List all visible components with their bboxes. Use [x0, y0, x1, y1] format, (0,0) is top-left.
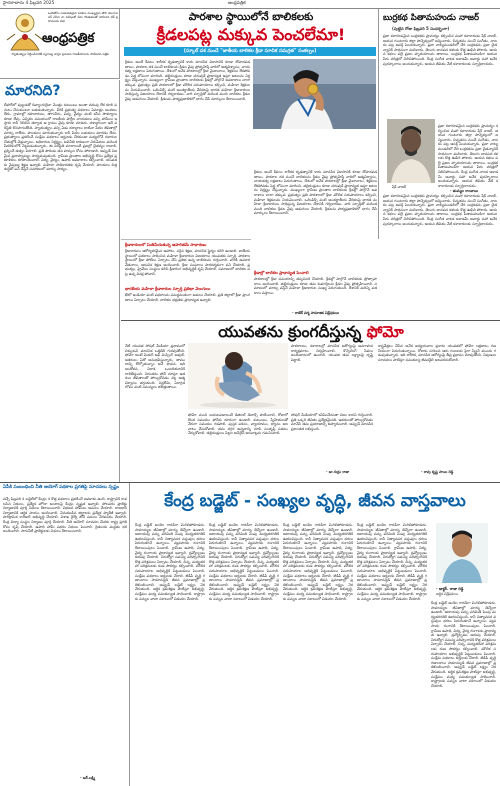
left-article-heading: మారనిది? [5, 83, 61, 99]
sports-subsection-right [252, 170, 379, 319]
masthead-tagline-top: ఒకరితోను సంకుచితమైన సరకుల ముఖ్యమైన తొలి వెలుగులనర్ చేసిన నా విశేషంతో నేడు గొంతుకలతో విరిసినద దేశ్ ప్రధానులకు శుభ [48, 11, 118, 23]
youth-article [121, 321, 500, 481]
issue-date: హైదరాబాదు 4 ఫిబ్రవరి 2025 [3, 1, 55, 6]
budget-body-col5: కేంద్ర బడ్జెట్ అంకెల గారడీగా మిగిలిపోకూడదు. సామాన్యుల జీవితాల్లో మార్పు తెచ్చేలా ఉండాలి. ఆదాయపు పన్ను పరిమితి పెంపు మధ్యతరగతికి ఊరటనిస్తుంది. కానీ నిత్యావసర వస్తువుల ధరలు పెరుగుతూనే ఉన్నాయి. వ్యవసాయ రంగానికి కేటాయింపులు పెంచాలి. గ్రామీణ ఉపాధి, విద్య, వైద్య రంగాలకు ప్రాధాన్యత ఇవ్వాలి. ద్రవ్యోల్బణం అదుపు చేయాలి. నిరుద్యోగ సమస్య పరిష్కారానికి కొత్త పరిశ్రమలు ఏర్పాటు చేయాలి. చిన్న, మధ్యతరహా పరిశ్రమలకు రుణ సౌకర్యం కల్పించాలి. మౌలిక సదుపాయాల అభివృద్ధికి పెట్టుబడులు పెంచాలి. సంక్షేమ పథకాలు అర్హులకు చేరాలి. జీడీపీ వృద్ధి గణాంకాలు సామాన్యుడి జీవన ప్రమాణాల్లో ప్రతిబింబించాలి. అప్పుడే బడ్జెట్ లక్ష్యం నెరవేరుతుంది. ఆర్థిక క్రమశిక్షణ పాటిస్తూ అభివృద్ధి, సంక్షేమం మధ్య సమతుల్యత సాధించాలి. రాష్ట్రాలకు పన్నుల వాటా సకాలంలో విడుదల చేయాలి. [431, 601, 496, 688]
sports-subsection-body-2: ఖేలో ఇండియా వంటి పథకాలను సమర్థవంతంగా అమలు చేయాలి. ప్రతి జిల్లాలో క్రీడా ప్రాంగణాలు ఏర్పాటు చేయాలి. బాలికల భద్రతకు ప్రాధాన్యత ఇవ్వాలి. [125, 293, 250, 302]
top-bar [0, 0, 500, 9]
right-article-body-3: ప్రజా కళారూపమైన బుర్రకథకు ప్రాచుర్యం కల్పించిన మహా కళాకారుడు షేక్ నాజర్. ఆయన గుంటూరు జిల్లా పొన్నెకల్లులో జన్మించారు. చిన్నతనం నుంచే సంగీతం, నాటకం పట్ల ఆసక్తి పెంచుకున్నారు. ప్రజా నాట్యమండలిలో చేరి బుర్రకథను ప్రజా చైతన్యానికి సాధనంగా మలిచారు. తెలుగు జానపద కళలకు కొత్త ఊపిరి పోశారు. ఆయన కథలు పల్లె ప్రజల హృదయాలను తాకాయి. బుర్రకథ పితామహుడిగా ఆయన పేరు చరిత్రలో నిలిచిపోయింది. కేంద్ర సంగీత నాటక అకాడమీ అవార్డు సహా అనేక పురస్కారాలు అందుకున్నారు. ఆయన జీవితం నేటి కళాకారులకు స్ఫూర్తిదాయకం. [383, 194, 497, 226]
portrait-photo [387, 119, 435, 183]
sports-subsection-body: క్రీడాకారులు ఆరోగ్యకరమైన ఆహారం, సరైన శిక్షణ, మానసిక స్థైర్యం కలిగి ఉండాలి. జాతీయ స్థాయిలో పతకాలు సాధించిన మహిళా క్రీడాకారుల విజయాలు యువతకు స్ఫూర్తి. పాఠశాల స్థాయిలో క్రీడా పోటీలు ఏర్పాటు చేసి ప్రతిభ ఉన్న బాలికలను గుర్తించాలి. వారికి ఉపకార వేతనాలు, ఆధునిక శిక్షణ అందించాలి. క్రీడా సంఘాలు పారదర్శకంగా పని చేయాలి. ప్రభుత్వం, ప్రైవేటు సంస్థలు కలిసి క్రీడారంగ అభివృద్ధికి కృషి చేయాలి. సమాజంలో బాలికల పట్ల ఉన్న వివక్ష పోవాలి. [125, 249, 250, 276]
budget-author: - డాక్టర్. రాజు రెడ్డి [436, 586, 464, 591]
budget-article [131, 483, 500, 786]
sports-subsection-left [121, 239, 251, 319]
youth-illustration [188, 343, 288, 409]
niti-article [0, 483, 130, 786]
masthead-tagline-bottom: స్వాతంత్య్రం సిద్ధించేనాటికి స్వరాజ్య వార్తల ప్రచురణ రాజకీయాలను పాటించిన పత్రిక [11, 52, 109, 56]
youth-side-body: శాస్త్రవేత్తలు చేసిన అనేక అధ్యయనాల ప్రకారం యువతలో ఫోమో లక్షణాలు గణనీయంగా పెరుగుతున్నాయి. రోజుకు సగటున ఆరు గంటలకు పైగా స్క్రీన్ ముందు గడుపుతున్నారు. ఇది శారీరక, మానసిక ఆరోగ్యంపై తీవ్ర ప్రభావం చూపుతోంది. నిపుణుల సూచనలు పాటిస్తూ సమతుల్య జీవనశైలి అలవరచుకోవాలి. [378, 344, 496, 362]
budget-author-role: ఆర్థిక విశ్లేషకులు [436, 592, 459, 596]
youth-headline-b: ఫోమో [366, 323, 404, 341]
youth-headline-a: యువతను క్రుంగదీస్తున్న [218, 323, 362, 341]
right-article-heading: బుర్రకథ పితామహుడు నాజర్ [383, 13, 480, 23]
masthead-title: ఆంధ్రపత్రిక [42, 31, 95, 46]
sports-right-body: పాఠశాలల్లో క్రీడా సమయాన్ని తప్పనిసరి చేయాలి. క్రీడల్లో పాల్గొనే బాలికలకు ప్రోత్సాహకాలు అందించాలి. తల్లిదండ్రులు కూడా తమ కుమార్తెలను క్రీడల వైపు ప్రోత్సహించాలి. సమాజంలో మార్పు వస్తేనే మహిళా క్రీడాకారుల సంఖ్య పెరుగుతుంది. దేశానికి మరిన్ని పతకాలు వస్తాయి. [254, 277, 377, 295]
right-article-body: ప్రజా కళారూపమైన బుర్రకథకు ప్రాచుర్యం కల్పించిన మహా కళాకారుడు షేక్ నాజర్. ఆయన గుంటూరు జిల్లా పొన్నెకల్లులో జన్మించారు. చిన్నతనం నుంచే సంగీతం, నాటకం పట్ల ఆసక్తి పెంచుకున్నారు. ప్రజా నాట్యమండలిలో చేరి బుర్రకథను ప్రజా చైతన్యానికి సాధనంగా మలిచారు. తెలుగు జానపద కళలకు కొత్త ఊపిరి పోశారు. ఆయన కథలు పల్లె ప్రజల హృదయాలను తాకాయి. బుర్రకథ పితామహుడిగా ఆయన పేరు చరిత్రలో నిలిచిపోయింది. కేంద్ర సంగీత నాటక అకాడమీ అవార్డు సహా అనేక పురస్కారాలు అందుకున్నారు. ఆయన జీవితం నేటి కళాకారులకు స్ఫూర్తిదాయకం. [383, 34, 497, 66]
niti-body: వచ్చే ఫిబ్రవరి 4 బడ్జెట్‌లో కేంద్రం 4 కొత్త పథకాలు ప్రకటించే అవకాశం ఉంది. రాష్ట్రానికి రావలసిన నిధులు, ప్రత్యేక హోదా అంశాలపై కేంద్రం స్పష్టత ఇవ్వాలి. పోలవరం ప్రాజెక్టు నిర్మాణానికి పూర్తి నిధులు కేటాయించాలి. విభజన హామీలు అమలు చేయాలి. రాజధాని నిర్మాణానికి ఆర్థిక సాయం అందించాలి. వెనుకబడిన జిల్లాలకు ప్రత్యేక ప్యాకేజీ ఇవ్వాలి. పారిశ్రామిక కారిడార్ అభివృద్ధి చేయాలి. విశాఖ రైల్వే జోన్ పనులు వేగవంతం చేయాలి. కేంద్ర విద్యా సంస్థల నిర్మాణం పూర్తి చేయాలి. నీతి ఆయోగ్ సూచనల మేరకు రాష్ట్ర ప్రగతి కోసం కృషి చేయాలి. ఉపాధి హామీ పథకం నిధులు పెంచాలి. రైతులకు మద్దతు ధర అందించాలి. సాగునీటి ప్రాజెక్టులకు నిధులు కేటాయించాలి. [3, 497, 127, 534]
sports-kicker: పారశాల స్థాయిలోనే బాలికలకు [188, 11, 314, 23]
budget-body-col2: కేంద్ర బడ్జెట్ అంకెల గారడీగా మిగిలిపోకూడదు. సామాన్యుల జీవితాల్లో మార్పు తెచ్చేలా ఉండాలి. ఆదాయపు పన్ను పరిమితి పెంపు మధ్యతరగతికి ఊరటనిస్తుంది. కానీ నిత్యావసర వస్తువుల ధరలు పెరుగుతూనే ఉన్నాయి. వ్యవసాయ రంగానికి కేటాయింపులు పెంచాలి. గ్రామీణ ఉపాధి, విద్య, వైద్య రంగాలకు ప్రాధాన్యత ఇవ్వాలి. ద్రవ్యోల్బణం అదుపు చేయాలి. నిరుద్యోగ సమస్య పరిష్కారానికి కొత్త పరిశ్రమలు ఏర్పాటు చేయాలి. చిన్న, మధ్యతరహా పరిశ్రమలకు రుణ సౌకర్యం కల్పించాలి. మౌలిక సదుపాయాల అభివృద్ధికి పెట్టుబడులు పెంచాలి. సంక్షేమ పథకాలు అర్హులకు చేరాలి. జీడీపీ వృద్ధి గణాంకాలు సామాన్యుడి జీవన ప్రమాణాల్లో ప్రతిబింబించాలి. అప్పుడే బడ్జెట్ లక్ష్యం నెరవేరుతుంది. ఆర్థిక క్రమశిక్షణ పాటిస్తూ అభివృద్ధి, సంక్షేమం మధ్య సమతుల్యత సాధించాలి. రాష్ట్రాలకు పన్నుల వాటా సకాలంలో విడుదల చేయాలి. [209, 523, 279, 601]
youth-body-3: పాఠశాలలు, కళాశాలల్లో మానసిక ఆరోగ్యంపై అవగాహన కార్యక్రమాలు నిర్వహించాలి. కౌన్సెలింగ్ సేవలు అందుబాటులో ఉంచాలి. యువత తమ లక్ష్యాలపై దృష్టి పెట్టాలి. [291, 344, 373, 362]
youth-body-2: ఫోమో నుంచి బయటపడాలంటే డిజిటల్ డిటాక్స్ పాటించాలి. రోజులో కొంత సమయం ఫోన్‌కు దూరంగా ఉండాలి. కుటుంబం, స్నేహితులతో నేరుగా సమయం గడపాలి. పుస్తక పఠనం, వ్యాయామం, ధ్యానం అలవాటు చేసుకోవాలి. తమ దగ్గర ఉన్నదాన్ని చూసి సంతృప్తి పడటం నేర్చుకోవాలి. తల్లిదండ్రులు పిల్లల ఆన్‌లైన్ అలవాట్లను గమనించాలి. [188, 413, 288, 436]
sports-body: క్రీడలు అంటే కేవలం శారీరక దృఢత్వానికే కాదు మానసిక వికాసానికి కూడా దోహదపడతాయి. పాఠశాల దశ నుంచే బాలికలను క్రీడల వైపు ప్రోత్సహిస్తే వారిలో ఆత్మవిశ్వాసం, నాయకత్వ లక్షణాలు పెరుగుతాయి. దేశంలో అనేక పాఠశాలల్లో క్రీడా మైదానాలు, శిక్షకులు లేకపోవడం పెద్ద లోపంగా మారింది. తల్లిదండ్రులు కూడా చదువుకే ప్రాధాన్యత ఇస్తూ ఆటలను నిర్లక్ష్యం చేస్తున్నారు. ముఖ్యంగా గ్రామీణ ప్రాంతాల బాలికలకు క్రీడల్లో పాల్గొనే అవకాశాలు చాలా తక్కువ. ప్రభుత్వం ప్రతి పాఠశాలలో క్రీడా మౌలిక సదుపాయాలు కల్పించి, మహిళా శిక్షకులను నియమించాలి. ఒలింపిక్స్ వంటి అంతర్జాతీయ వేదికలపై భారత మహిళా క్రీడాకారులు సాధిస్తున్న విజయాలు దేశానికి గర్వకారణం. వారి స్ఫూర్తితో మరింత మంది బాలికలు క్రీడల వైపు అడుగులు వేయాలి. క్రీడలను పాఠ్యప్రణాళికలో భాగం చేసి మార్కులు కేటాయించాలి. [125, 60, 250, 101]
sports-right-body-top: క్రీడలు అంటే కేవలం శారీరక దృఢత్వానికే కాదు మానసిక వికాసానికి కూడా దోహదపడతాయి. పాఠశాల దశ నుంచే బాలికలను క్రీడల వైపు ప్రోత్సహిస్తే వారిలో ఆత్మవిశ్వాసం, నాయకత్వ లక్షణాలు పెరుగుతాయి. దేశంలో అనేక పాఠశాలల్లో క్రీడా మైదానాలు, శిక్షకులు లేకపోవడం పెద్ద లోపంగా మారింది. తల్లిదండ్రులు కూడా చదువుకే ప్రాధాన్యత ఇస్తూ ఆటలను నిర్లక్ష్యం చేస్తున్నారు. ముఖ్యంగా గ్రామీణ ప్రాంతాల బాలికలకు క్రీడల్లో పాల్గొనే అవకాశాలు చాలా తక్కువ. ప్రభుత్వం ప్రతి పాఠశాలలో క్రీడా మౌలిక సదుపాయాలు కల్పించి, మహిళా శిక్షకులను నియమించాలి. ఒలింపిక్స్ వంటి అంతర్జాతీయ వేదికలపై భారత మహిళా క్రీడాకారులు సాధిస్తున్న విజయాలు దేశానికి గర్వకారణం. వారి స్ఫూర్తితో మరింత మంది బాలికలు క్రీడల వైపు అడుగులు వేయాలి. క్రీడలను పాఠ్యప్రణాళికలో భాగం చేసి మార్కులు కేటాయించాలి. [254, 170, 377, 216]
sports-right-author: - రాజేశ్ వర్మ సామాజిక విశ్లేషకులు [292, 311, 340, 315]
section-label: అంధ్రపత్రిక [228, 1, 246, 6]
right-article [380, 9, 500, 319]
youth-headline [131, 323, 491, 345]
author-photo [436, 523, 488, 583]
budget-body-col4: కేంద్ర బడ్జెట్ అంకెల గారడీగా మిగిలిపోకూడదు. సామాన్యుల జీవితాల్లో మార్పు తెచ్చేలా ఉండాలి. ఆదాయపు పన్ను పరిమితి పెంపు మధ్యతరగతికి ఊరటనిస్తుంది. కానీ నిత్యావసర వస్తువుల ధరలు పెరుగుతూనే ఉన్నాయి. వ్యవసాయ రంగానికి కేటాయింపులు పెంచాలి. గ్రామీణ ఉపాధి, విద్య, వైద్య రంగాలకు ప్రాధాన్యత ఇవ్వాలి. ద్రవ్యోల్బణం అదుపు చేయాలి. నిరుద్యోగ సమస్య పరిష్కారానికి కొత్త పరిశ్రమలు ఏర్పాటు చేయాలి. చిన్న, మధ్యతరహా పరిశ్రమలకు రుణ సౌకర్యం కల్పించాలి. మౌలిక సదుపాయాల అభివృద్ధికి పెట్టుబడులు పెంచాలి. సంక్షేమ పథకాలు అర్హులకు చేరాలి. జీడీపీ వృద్ధి గణాంకాలు సామాన్యుడి జీవన ప్రమాణాల్లో ప్రతిబింబించాలి. అప్పుడే బడ్జెట్ లక్ష్యం నెరవేరుతుంది. ఆర్థిక క్రమశిక్షణ పాటిస్తూ అభివృద్ధి, సంక్షేమం మధ్య సమతుల్యత సాధించాలి. రాష్ట్రాలకు పన్నుల వాటా సకాలంలో విడుదల చేయాలి. [357, 523, 427, 601]
budget-body-col1: కేంద్ర బడ్జెట్ అంకెల గారడీగా మిగిలిపోకూడదు. సామాన్యుల జీవితాల్లో మార్పు తెచ్చేలా ఉండాలి. ఆదాయపు పన్ను పరిమితి పెంపు మధ్యతరగతికి ఊరటనిస్తుంది. కానీ నిత్యావసర వస్తువుల ధరలు పెరుగుతూనే ఉన్నాయి. వ్యవసాయ రంగానికి కేటాయింపులు పెంచాలి. గ్రామీణ ఉపాధి, విద్య, వైద్య రంగాలకు ప్రాధాన్యత ఇవ్వాలి. ద్రవ్యోల్బణం అదుపు చేయాలి. నిరుద్యోగ సమస్య పరిష్కారానికి కొత్త పరిశ్రమలు ఏర్పాటు చేయాలి. చిన్న, మధ్యతరహా పరిశ్రమలకు రుణ సౌకర్యం కల్పించాలి. మౌలిక సదుపాయాల అభివృద్ధికి పెట్టుబడులు పెంచాలి. సంక్షేమ పథకాలు అర్హులకు చేరాలి. జీడీపీ వృద్ధి గణాంకాలు సామాన్యుడి జీవన ప్రమాణాల్లో ప్రతిబింబించాలి. అప్పుడే బడ్జెట్ లక్ష్యం నెరవేరుతుంది. ఆర్థిక క్రమశిక్షణ పాటిస్తూ అభివృద్ధి, సంక్షేమం మధ్య సమతుల్యత సాధించాలి. రాష్ట్రాలకు పన్నుల వాటా సకాలంలో విడుదల చేయాలి. [135, 523, 205, 601]
budget-headline: కేంద్ర బడ్జెట్ - సంఖ్యల వృద్ధి, జీవన వాస్తవాలు [164, 491, 466, 511]
youth-author: - డా.గుర్రం రాజు [326, 470, 350, 474]
left-article-body: బీహార్‌లో పుట్టుకతో దివ్యాంగులైనా మొత్తం కుటుంబం అంతా చదువు లేక కూలి పనులు చేసుకుంటూ బతుకుతున్నారు. వీరికి ప్రభుత్వ పథకాలు ఏమాత్రం అందటం లేదు. గ్రామాల్లో రహదారులు, తాగునీరు, విద్య, వైద్యం వంటి కనీస సౌకర్యాలు కూడా లేవు. ఎన్నికల సమయంలో రాజకీయ పార్టీల నాయకులు వచ్చి హామీలు ఇస్తారు కానీ గెలిచిన తర్వాత ఆ గ్రామం వైపు కూడా చూడరు. దశాబ్దాలుగా ఇదే పరిస్థితి కొనసాగుతోంది. స్వాతంత్య్రం వచ్చి ఏడు దశాబ్దాలు దాటినా పేదల జీవితాల్లో మార్పు రాలేదు. పాలకులు మారుతున్నారు కానీ పేదల బతుకులు మారడం లేదు. ప్రభుత్వాలు ప్రకటించే సంక్షేమ పథకాలు అర్హులకు చేరకుండా మధ్యలోనే దళారుల చేతుల్లోకి వెళ్తున్నాయి. అధికారుల నిర్లక్ష్యం, అవినీతి కారణంగా నిరుపేదలు మరింత పేదరికంలోకి నెట్టబడుతున్నారు. ఈ పరిస్థితి మారాలంటే ప్రజల్లో చైతన్యం రావాలి. ప్రశ్నించే తత్వం పెరగాలి. ప్రతి పౌరుడు తన హక్కుల కోసం పోరాడాలి. అప్పుడే నిజమైన ప్రజాస్వామ్యం సాధ్యమవుతుంది. గ్రామీణ ప్రాంతాల అభివృద్ధి కోసం ప్రత్యేక ప్రణాళికలు రూపొందించాలి. విద్య, వైద్యం, ఉపాధి అవకాశాలు కల్పించాలి. యువతకు నైపుణ్య శిక్షణ ఇవ్వాలి. మహిళా సాధికారతకు కృషి చేయాలి. పాలకులు చిత్తశుద్ధితో పని చేస్తేనే సమాజంలో మార్పు సాధ్యం. [4, 103, 117, 172]
youth-body-1: నేటి యువత సోషల్ మీడియా ప్రభావంలో చిక్కుకుని మానసిక ఒత్తిడికి గురవుతోంది. ఫోమో అంటే ఫియర్ ఆఫ్ మిస్సింగ్ అవుట్. ఇతరులు ఏదో అనుభవిస్తున్నారు, తాము దాన్ని కోల్పోతున్నాం అనే భావన. ఇది ఆందోళన, నిరాశ, ఒంటరితనానికి దారితీస్తుంది. నిరంతరం ఫోన్ చూస్తూ ఇతరుల జీవితాలతో పోల్చుకోవడం వల్ల ఆత్మవిశ్వాసం తగ్గుతుంది. నిద్రలేమి, ఏకాగ్రత లోపం వంటి సమస్యలు తలెత్తుతాయి. [125, 344, 185, 390]
sports-headline: క్రీడలపట్ల మక్కువ పెంచలేమా! [156, 25, 346, 44]
sports-subhead-2: భారతీయ మహిళా క్రీడాకారుల స్ఫూర్తి ప్రతిభా వెలుగులు [125, 286, 211, 291]
masthead [0, 9, 120, 79]
sports-right-subhead: క్రీడాల్లో బాలికల ప్రాధాన్యత పెంచాలి [254, 270, 309, 275]
athlete-photo [253, 59, 376, 129]
niti-author: - ఆర్.లక్ష్మి [80, 776, 96, 780]
sports-subhead: (స్కూల్ దశ నుంచే "జాతీయ బాలికల క్రీడా సూచిక సమగ్రత" సంకల్పం) [124, 47, 376, 56]
sports-subhead-1: క్రీడాకారులలో మితిమీరుతున్న ఆహరితమే సాధారణం [125, 242, 207, 247]
youth-side-author: - రావు కృష్ణ సాయి రెడ్డి [421, 470, 454, 474]
left-article [0, 80, 120, 482]
right-article-author: - తుమ్మల రాంబాబు [450, 189, 479, 193]
right-article-body-2: ప్రజా కళారూపమైన బుర్రకథకు ప్రాచుర్యం కల్పించిన మహా కళాకారుడు షేక్ నాజర్. ఆయన గుంటూరు జిల్లా పొన్నెకల్లులో జన్మించారు. చిన్నతనం నుంచే సంగీతం, నాటకం పట్ల ఆసక్తి పెంచుకున్నారు. ప్రజా నాట్యమండలిలో చేరి బుర్రకథను ప్రజా చైతన్యానికి సాధనంగా మలిచారు. తెలుగు జానపద కళలకు కొత్త ఊపిరి పోశారు. ఆయన కథలు పల్లె ప్రజల హృదయాలను తాకాయి. బుర్రకథ పితామహుడిగా ఆయన పేరు చరిత్రలో నిలిచిపోయింది. కేంద్ర సంగీత నాటక అకాడమీ అవార్డు సహా అనేక పురస్కారాలు అందుకున్నారు. ఆయన జీవితం నేటి కళాకారులకు స్ఫూర్తిదాయకం. [438, 124, 498, 188]
youth-body-4: సోషల్ మీడియాలో కనిపించేదంతా నిజం కాదని గుర్తించాలి. ప్రతి ఒక్కరి జీవితం ప్రత్యేకమైనది. ఇతరులతో పోల్చుకోవడం మానేసి తమ ప్రయాణాన్ని ఆస్వాదించాలి. అప్పుడే మానసిక ప్రశాంతత లభిస్తుంది. [291, 413, 373, 431]
niti-heading: ఏపీకి సంబంధించి నీతి ఆయోగ్ పథకాల ప్రగతిపై సూచనలు స్పష్టం [3, 485, 119, 490]
portrait-caption: షేక్ నాజర్ [392, 185, 407, 189]
budget-body-col3: కేంద్ర బడ్జెట్ అంకెల గారడీగా మిగిలిపోకూడదు. సామాన్యుల జీవితాల్లో మార్పు తెచ్చేలా ఉండాలి. ఆదాయపు పన్ను పరిమితి పెంపు మధ్యతరగతికి ఊరటనిస్తుంది. కానీ నిత్యావసర వస్తువుల ధరలు పెరుగుతూనే ఉన్నాయి. వ్యవసాయ రంగానికి కేటాయింపులు పెంచాలి. గ్రామీణ ఉపాధి, విద్య, వైద్య రంగాలకు ప్రాధాన్యత ఇవ్వాలి. ద్రవ్యోల్బణం అదుపు చేయాలి. నిరుద్యోగ సమస్య పరిష్కారానికి కొత్త పరిశ్రమలు ఏర్పాటు చేయాలి. చిన్న, మధ్యతరహా పరిశ్రమలకు రుణ సౌకర్యం కల్పించాలి. మౌలిక సదుపాయాల అభివృద్ధికి పెట్టుబడులు పెంచాలి. సంక్షేమ పథకాలు అర్హులకు చేరాలి. జీడీపీ వృద్ధి గణాంకాలు సామాన్యుడి జీవన ప్రమాణాల్లో ప్రతిబింబించాలి. అప్పుడే బడ్జెట్ లక్ష్యం నెరవేరుతుంది. ఆర్థిక క్రమశిక్షణ పాటిస్తూ అభివృద్ధి, సంక్షేమం మధ్య సమతుల్యత సాధించాలి. రాష్ట్రాలకు పన్నుల వాటా సకాలంలో విడుదల చేయాలి. [283, 523, 353, 601]
right-article-subhead: (పుట్టిన రోజు ఫిబ్రవరి 5 సందర్భంగా) [392, 26, 450, 31]
